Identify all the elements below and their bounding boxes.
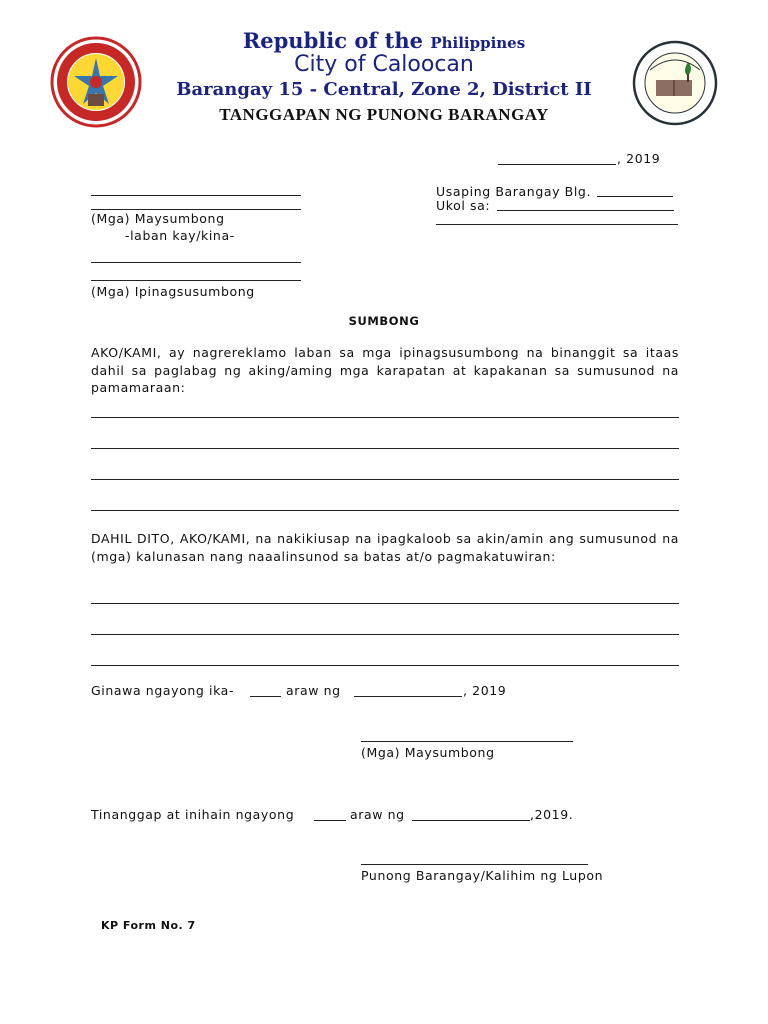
form-number: KP Form No. 7 xyxy=(101,919,196,932)
date-year: , 2019 xyxy=(617,151,661,166)
republic-heading xyxy=(0,28,768,53)
complaint-line-2[interactable] xyxy=(91,448,679,449)
received-day-blank[interactable] xyxy=(314,820,346,821)
complainant-signature-label: (Mga) Maysumbong xyxy=(361,745,495,760)
remedy-line-1[interactable] xyxy=(91,603,679,604)
complainant-label: (Mga) Maysumbong xyxy=(91,211,225,226)
case-about-blank-2[interactable] xyxy=(436,224,678,225)
remedy-line-3[interactable] xyxy=(91,665,679,666)
case-about-blank[interactable] xyxy=(497,210,674,211)
official-signature-line[interactable] xyxy=(361,864,588,865)
date-blank[interactable] xyxy=(498,164,616,165)
complaint-line-3[interactable] xyxy=(91,479,679,480)
complaint-line-1[interactable] xyxy=(91,417,679,418)
complainant-signature-line[interactable] xyxy=(361,741,573,742)
made-on-mid: araw ng xyxy=(286,683,341,698)
made-on-suffix: , 2019 xyxy=(463,683,507,698)
form-title: SUMBONG xyxy=(348,314,420,328)
barangay-heading: Barangay 15 - Central, Zone 2, District II xyxy=(176,79,592,100)
remedy-line-2[interactable] xyxy=(91,634,679,635)
received-month-blank[interactable] xyxy=(412,820,530,821)
remedy-paragraph: DAHIL DITO, AKO/KAMI, na nakikiusap na ipagkaloob sa akin/amin ang sumusunod na (mga) kalunasan nang naaalinsunod sa batas at/o pagmakatuwiran: xyxy=(91,531,679,564)
case-number-blank[interactable] xyxy=(597,196,673,197)
respondent-line-1[interactable] xyxy=(91,262,301,263)
republic-text: Republic of the xyxy=(242,28,423,53)
city-heading: City of Caloocan xyxy=(294,52,474,77)
philippines-text: Philippines xyxy=(430,34,526,52)
respondent-label: (Mga) Ipinagsusumbong xyxy=(91,284,255,299)
received-mid: araw ng xyxy=(350,807,405,822)
case-number-label: Usaping Barangay Blg. xyxy=(436,184,592,199)
office-heading: TANGGAPAN NG PUNONG BARANGAY xyxy=(219,105,549,124)
complainant-line-1[interactable] xyxy=(91,195,301,196)
complainant-line-2[interactable] xyxy=(91,209,301,210)
received-suffix: ,2019. xyxy=(530,807,574,822)
made-on-month-blank[interactable] xyxy=(354,696,462,697)
respondent-line-2[interactable] xyxy=(91,280,301,281)
complaint-line-4[interactable] xyxy=(91,510,679,511)
received-prefix: Tinanggap at inihain ngayong xyxy=(91,807,295,822)
complaint-paragraph: AKO/KAMI, ay nagrereklamo laban sa mga ipinagsusumbong na binanggit sa itaas dahil sa paglabag ng aking/aming mga karapatan at kapakanan sa sumusunod na pamamaraan: xyxy=(91,345,679,395)
official-signature-label: Punong Barangay/Kalihim ng Lupon xyxy=(361,868,604,883)
made-on-day-blank[interactable] xyxy=(250,696,281,697)
made-on-prefix: Ginawa ngayong ika- xyxy=(91,683,235,698)
case-about-label: Ukol sa: xyxy=(436,198,491,213)
against-label: -laban kay/kina- xyxy=(125,228,235,243)
